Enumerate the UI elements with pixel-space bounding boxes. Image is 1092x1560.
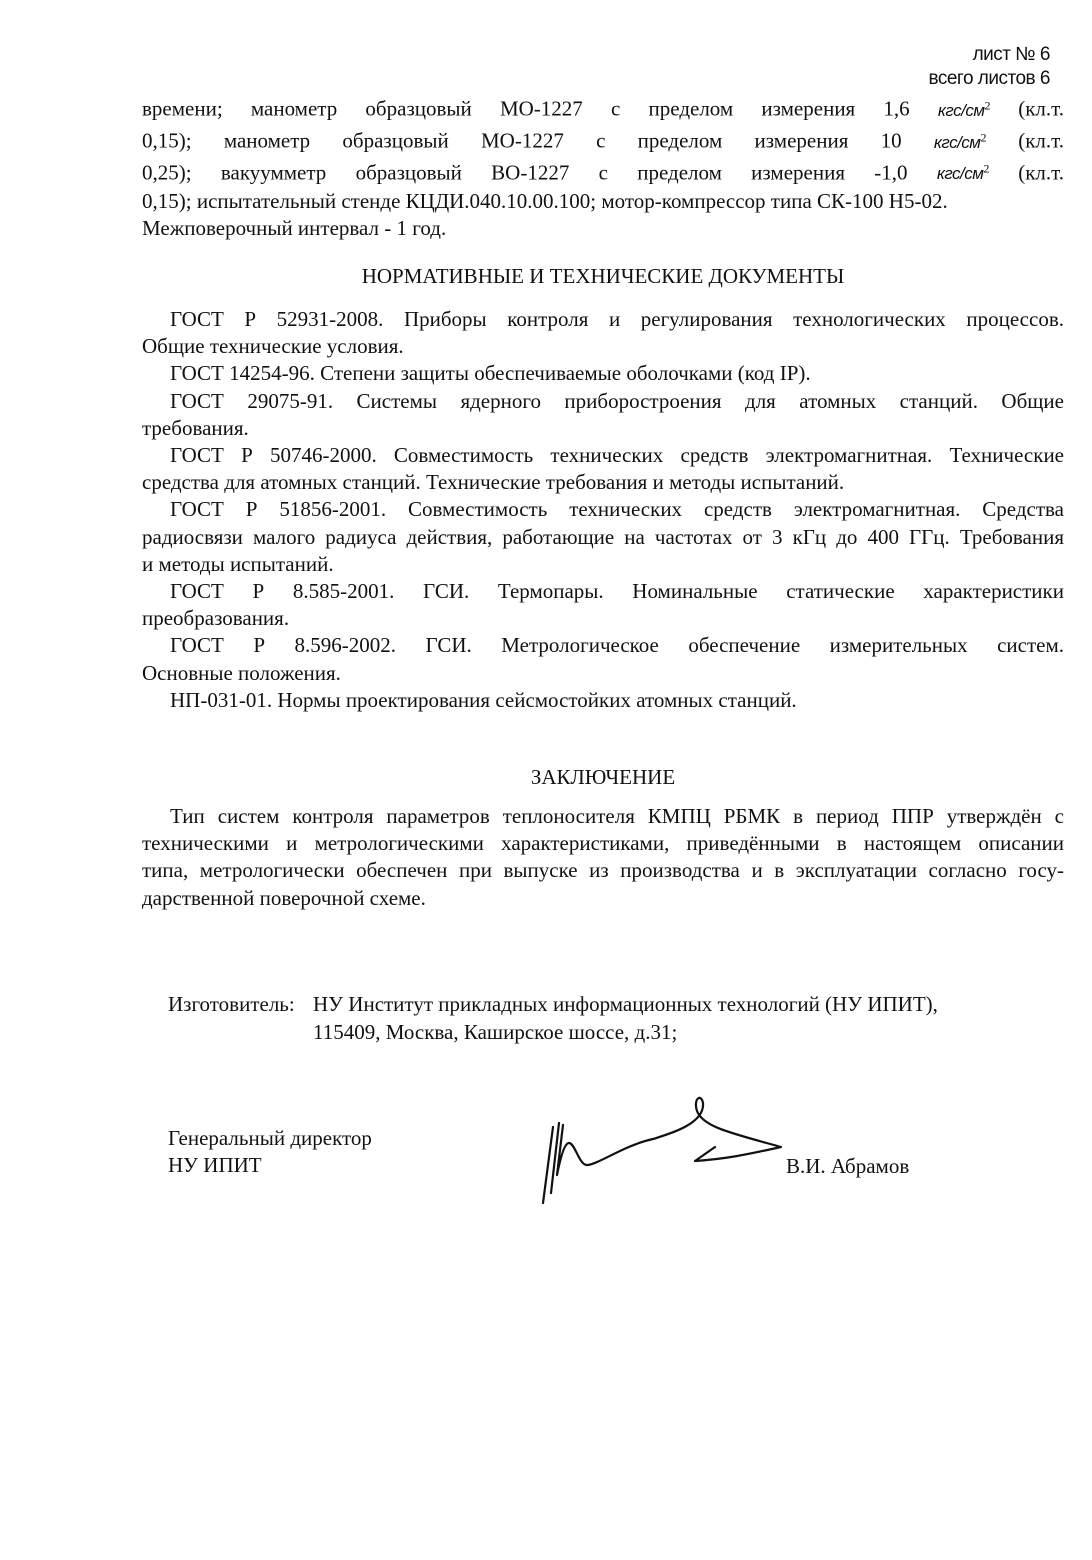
- document-item-cont: Основные положения.: [142, 660, 341, 685]
- document-item: ГОСТ 14254-96. Степени защиты обеспечиваемые оболочками (код IP).: [170, 361, 811, 386]
- normative-section-title: НОРМАТИВНЫЕ И ТЕХНИЧЕСКИЕ ДОКУМЕНТЫ: [361, 264, 845, 288]
- document-item: ГОСТ Р 8.596-2002. ГСИ. Метрологическое обеспечение измерительных систем.: [170, 633, 1064, 658]
- document-item-cont: Общие технические условия.: [142, 334, 404, 359]
- handwritten-signature: [535, 1095, 795, 1210]
- signatory-position: [168, 1125, 372, 1179]
- document-item: ГОСТ Р 8.585-2001. ГСИ. Термопары. Номинальные статические характеристики: [170, 579, 1064, 604]
- manufacturer-address: 115409, Москва, Каширское шоссе, д.31;: [313, 1020, 678, 1044]
- document-item: НП-031-01. Нормы проектирования сейсмостойких атомных станций.: [170, 687, 797, 712]
- document-item-cont: преобразования.: [142, 606, 290, 631]
- document-item-cont: средства для атомных станций. Технические требования и методы испытаний.: [142, 470, 845, 495]
- intro-line-3: 0,25); вакуумметр образцовый ВО-1227 с пределом измерения -1,0 кгс/$см^2$ (кл.т.: [142, 160, 1064, 185]
- intro-line-1: времени; манометр образцовый МО-1227 с пределом измерения 1,6 кгс/$см^2$ (кл.т.: [142, 96, 1064, 121]
- signatory-name: В.И. Абрамов: [786, 1154, 910, 1178]
- conclusion-line: Тип систем контроля параметров теплоносителя КМПЦ РБМК в период ППР утверждён с: [170, 804, 1064, 828]
- document-item-cont: и методы испытаний.: [142, 551, 334, 576]
- sheet-number: лист № 6: [972, 44, 1050, 65]
- signatory-position-title: Генеральный директор: [168, 1126, 372, 1150]
- intro-paragraph: [142, 92, 1064, 242]
- manufacturer-block: [168, 990, 938, 1046]
- manufacturer-label: Изготовитель:: [168, 992, 295, 1016]
- conclusion-line: типа, метрологически обеспечен при выпуске из производства и в эксплуатации согласно госу-: [142, 858, 1064, 883]
- unit-kgf-cm2: кгс/$см^2$: [937, 98, 990, 120]
- document-item-cont: радиосвязи малого радиуса действия, работающие на частотах от 3 кГц до 400 ГГц. Требования: [142, 524, 1064, 549]
- intro-line-4: 0,15); испытательный стенде КЦДИ.040.10.00.100; мотор-компрессор типа СК-100 Н5-02.: [142, 188, 948, 213]
- conclusion-paragraph: [142, 803, 1064, 912]
- document-item: ГОСТ 29075-91. Системы ядерного приборостроения для атомных станций. Общие: [170, 388, 1064, 413]
- unit-kgf-cm2: кгс/$см^2$: [933, 129, 986, 152]
- document-item: ГОСТ Р 50746-2000. Совместимость технических средств электромагнитная. Технические: [170, 443, 1064, 468]
- intro-line-5: Межповерочный интервал - 1 год.: [142, 215, 447, 240]
- document-item: ГОСТ Р 51856-2001. Совместимость технических средств электромагнитная. Средства: [170, 497, 1064, 522]
- conclusion-section-title: ЗАКЛЮЧЕНИЕ: [530, 765, 676, 789]
- conclusion-line: дарственной поверочной схеме.: [142, 885, 426, 910]
- signatory-organization: НУ ИПИТ: [168, 1153, 262, 1177]
- intro-line-2: 0,15); манометр образцовый МО-1227 с пределом измерения 10 кгс/$см^2$ (кл.т.: [142, 128, 1064, 153]
- document-item: ГОСТ Р 52931-2008. Приборы контроля и регулирования технологических процессов.: [170, 307, 1064, 331]
- conclusion-line: техническими и метрологическими характеристиками, приведёнными в настоящем описании: [142, 831, 1064, 856]
- sheets-total: всего листов 6: [928, 68, 1050, 89]
- document-item-cont: требования.: [142, 415, 249, 440]
- unit-kgf-cm2: кгс/$см^2$: [936, 161, 989, 184]
- normative-documents-list: [142, 306, 1064, 714]
- manufacturer-name: НУ Институт прикладных информационных технологий (НУ ИПИТ),: [313, 992, 938, 1016]
